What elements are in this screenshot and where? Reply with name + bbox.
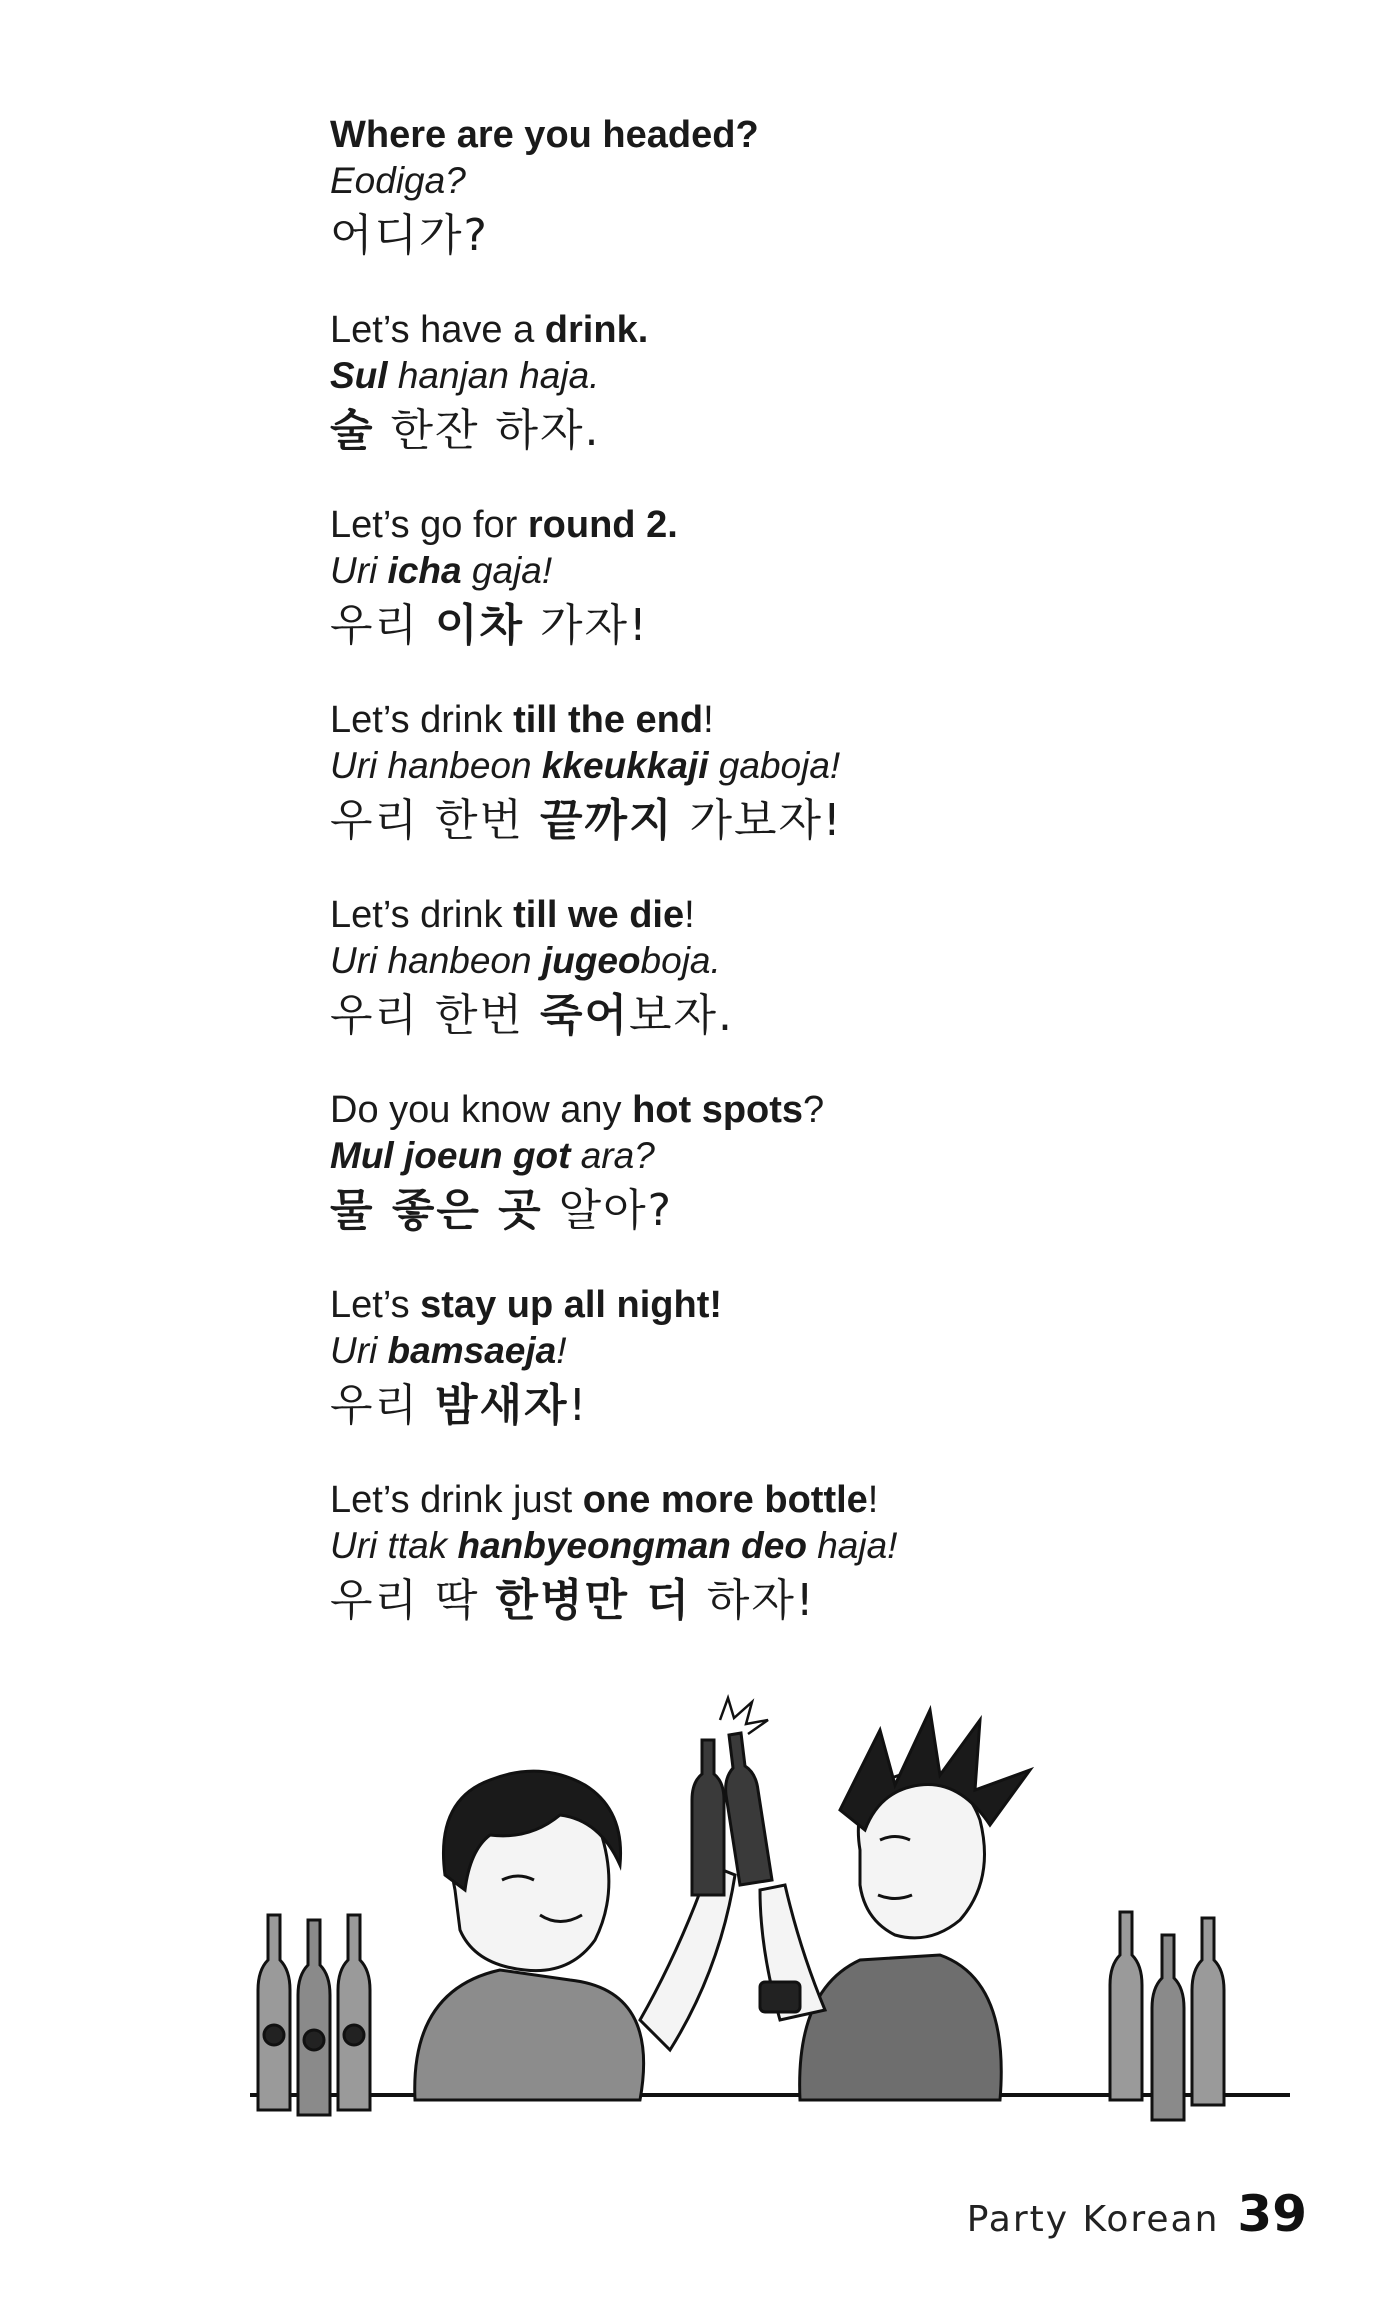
english-text [330,892,1330,938]
text-run: Uri hanbeon [330,745,542,786]
text-run: boja. [640,940,721,981]
phrase-round-2 [330,502,1330,658]
text-run: Eodiga? [330,160,466,201]
text-run: Uri ttak [330,1525,458,1566]
text-run: hanjan haja. [387,355,600,396]
section-name: Party Korean [966,2199,1220,2240]
text-run: 우리 한번 [330,990,540,1041]
text-run: ! [556,1330,567,1371]
text-run: Let’s drink [330,894,514,936]
text-run: 끝까지 [540,795,674,846]
text-run: Sul [330,355,388,396]
text-run: ! [703,699,714,741]
romanization-text [330,1328,1330,1374]
text-run: Uri [330,550,388,591]
text-run: ? [803,1089,825,1131]
text-run: bamsaeja [387,1330,557,1371]
text-run: Let’s [330,1284,421,1326]
korean-text [330,594,1330,658]
text-run: 하자! [690,1575,816,1626]
english-text [330,697,1330,743]
text-run: drink. [544,309,649,351]
text-run: Uri hanbeon [330,940,542,981]
phrase-stay-up-all-night [330,1282,1330,1438]
text-run: hot spots [632,1089,804,1131]
text-run: 우리 [330,1380,435,1431]
romanization-text [330,1523,1330,1569]
romanization-text [330,353,1330,399]
text-run: hanbyeongman deo [457,1525,807,1566]
english-text [330,502,1330,548]
text-run: ! [684,894,695,936]
romanization-text [330,743,1330,789]
page-footer [967,2185,1307,2245]
text-run: 가자! [524,600,649,651]
text-run: 알아? [542,1185,674,1236]
korean-text [330,1179,1330,1243]
text-run: 우리 [330,600,435,651]
text-run: 한잔 하자. [374,405,601,456]
drinking-buddies-illustration [240,1690,1300,2140]
text-run: Let’s go for [330,504,528,546]
text-run: haja! [806,1525,898,1566]
text-run: till the end [513,699,704,741]
korean-text [330,399,1330,463]
text-run: 보자. [629,990,735,1041]
text-run: ara? [570,1135,655,1176]
phrase-where-are-you-headed [330,112,1330,268]
english-text [330,1282,1330,1328]
text-run: 죽어 [540,990,630,1041]
text-run: till we die [513,894,685,936]
english-text [330,112,1330,158]
romanization-text [330,158,1330,204]
phrase-till-we-die [330,892,1330,1048]
text-run: Uri [330,1330,388,1371]
text-run: ! [568,1380,589,1431]
romanization-text [330,1133,1330,1179]
text-run: 한병만 더 [495,1575,691,1626]
text-run: 가보자! [673,795,843,846]
text-run: stay up all night! [420,1284,723,1326]
text-run: round 2. [527,504,678,546]
right-character [760,1710,1030,2100]
english-text [330,1087,1330,1133]
text-run: 술 [330,405,375,456]
right-bottle-group [1110,1912,1224,2120]
romanization-text [330,938,1330,984]
text-run: 어디가? [330,210,489,261]
text-run: 밤새자 [435,1380,569,1431]
left-bottle-group [258,1915,370,2115]
text-run: 물 좋은 곳 [330,1185,543,1236]
phrase-one-more-bottle [330,1477,1330,1633]
text-run: kkeukkaji [541,745,709,786]
phrase-have-a-drink [330,307,1330,463]
text-run: 이차 [435,600,525,651]
text-run: Do you know any [330,1089,633,1131]
text-run: gaboja! [708,745,841,786]
text-run: Let’s have a [330,309,545,351]
page-number: 39 [1237,2185,1307,2243]
romanization-text [330,548,1330,594]
korean-text [330,204,1330,268]
text-run: icha [387,550,462,591]
toasting-bottles [692,1698,772,1895]
text-run: 우리 한번 [330,795,540,846]
text-run: Mul joeun got [330,1135,571,1176]
text-run: gaja! [461,550,553,591]
text-run: one more bottle [582,1479,868,1521]
text-run: 우리 딱 [330,1575,496,1626]
korean-text [330,984,1330,1048]
left-character [415,1771,735,2100]
english-text [330,307,1330,353]
text-run: Where are you headed? [330,114,759,156]
korean-text [330,1374,1330,1438]
english-text [330,1477,1330,1523]
text-run: ! [867,1479,879,1521]
phrase-hot-spots [330,1087,1330,1243]
korean-text [330,1569,1330,1633]
text-run: Let’s drink [330,699,514,741]
phrase-till-the-end [330,697,1330,853]
korean-text [330,789,1330,853]
text-run: jugeo [541,940,641,981]
text-run: Let’s drink just [330,1479,583,1521]
